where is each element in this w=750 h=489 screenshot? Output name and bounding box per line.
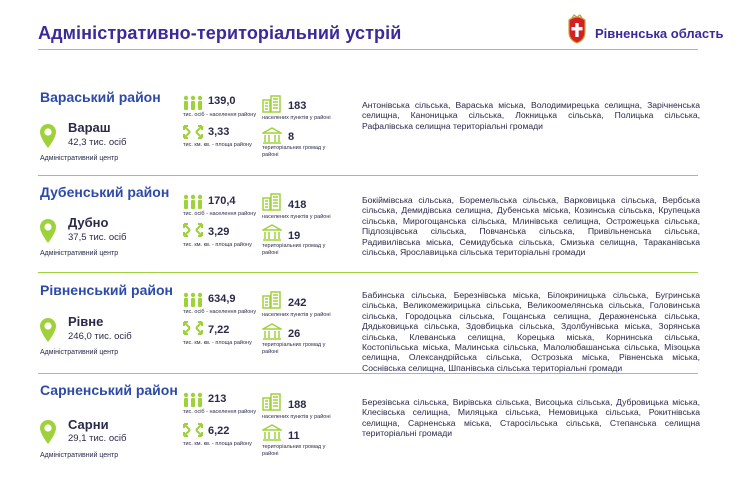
coat-of-arms-icon xyxy=(566,14,588,44)
center-name: Вараш xyxy=(68,120,111,135)
town-hall-icon xyxy=(262,224,282,242)
settlements-caption: населених пунктів у районі xyxy=(262,312,331,318)
population-caption: тис. осіб - населення району xyxy=(183,409,257,415)
hromady-caption: територіальних громад у районі xyxy=(262,342,326,355)
settlements-caption: населених пунктів у районі xyxy=(262,115,331,121)
center-name: Сарни xyxy=(68,417,109,432)
district-name: Рівненський район xyxy=(40,282,173,298)
population-caption: тис. осіб - населення району xyxy=(183,112,257,118)
settlements-value: 418 xyxy=(288,199,307,211)
people-icon xyxy=(182,194,204,210)
admin-center-label: Адміністративний центр xyxy=(40,452,119,459)
area-caption: тис. км. кв. - площа району xyxy=(183,441,252,447)
hromady-list: Березівська сільська, Вирівська сільська, Висоцька сільська, Дубровицька міська, Клесівська селищна, Миляцька сільська, Немовицька сільська, Рокитнівська селищна, Сарненська міська, Старосільська сільська, Степанська селищна територіальні громади xyxy=(362,397,700,439)
map-pin-icon xyxy=(40,420,56,444)
center-population: 37,5 тис. осіб xyxy=(68,232,127,243)
center-name: Рівне xyxy=(68,314,104,329)
population-value: 170,4 xyxy=(208,195,236,207)
section-divider xyxy=(38,175,698,176)
map-pin-icon xyxy=(40,318,56,342)
area-caption: тис. км. кв. - площа району xyxy=(183,242,252,248)
hromady-count-value: 8 xyxy=(288,131,295,143)
area-caption: тис. км. кв. - площа району xyxy=(183,340,252,346)
map-pin-icon xyxy=(40,124,56,148)
buildings-icon xyxy=(262,95,282,113)
section-divider xyxy=(38,373,698,374)
settlements-caption: населених пунктів у районі xyxy=(262,214,331,220)
admin-center-label: Адміністративний центр xyxy=(40,155,119,162)
area-arrows-icon xyxy=(182,320,204,336)
population-caption: тис. осіб - населення району xyxy=(183,211,257,217)
section-divider xyxy=(38,272,698,273)
town-hall-icon xyxy=(262,424,282,442)
hromady-count-value: 26 xyxy=(288,328,301,340)
header-divider xyxy=(38,49,698,50)
settlements-value: 183 xyxy=(288,100,307,112)
hromady-count-value: 19 xyxy=(288,230,301,242)
area-caption: тис. км. кв. - площа району xyxy=(183,142,252,148)
hromady-list: Антонівська сільська, Вараська міська, Володимирецька селищна, Зарічненська селищна, Каноницька сільська, Локницька сільська, Полицька сільська, Рафалівська селищна територіальні громади xyxy=(362,100,700,131)
buildings-icon xyxy=(262,193,282,211)
center-population: 29,1 тис. осіб xyxy=(68,433,127,444)
population-caption: тис. осіб - населення району xyxy=(183,309,257,315)
page-title: Адміністративно-територіальний устрій xyxy=(38,23,402,43)
map-pin-icon xyxy=(40,219,56,243)
buildings-icon xyxy=(262,393,282,411)
area-value: 3,29 xyxy=(208,226,230,238)
district-name: Сарненський район xyxy=(40,382,178,398)
people-icon xyxy=(182,95,204,111)
buildings-icon xyxy=(262,291,282,309)
population-value: 213 xyxy=(208,393,227,405)
admin-center-label: Адміністративний центр xyxy=(40,250,119,257)
area-value: 3,33 xyxy=(208,126,230,138)
settlements-caption: населених пунктів у районі xyxy=(262,414,331,420)
area-value: 6,22 xyxy=(208,425,230,437)
settlements-value: 242 xyxy=(288,297,307,309)
center-population: 42,3 тис. осіб xyxy=(68,137,127,148)
area-arrows-icon xyxy=(182,222,204,238)
people-icon xyxy=(182,392,204,408)
district-name: Дубенський район xyxy=(40,184,170,200)
area-arrows-icon xyxy=(182,124,204,140)
population-value: 139,0 xyxy=(208,95,236,107)
region-name: Рівненська область xyxy=(595,26,724,41)
population-value: 634,9 xyxy=(208,293,236,305)
center-name: Дубно xyxy=(68,215,109,230)
settlements-value: 188 xyxy=(288,399,307,411)
hromady-list: Бабинська сільська, Березнівська міська, Білокриницька сільська, Бугринська сільська, Великомежирицька сільська, Великоомелянська сільська, Головинська сільська, Городоцька сільська, Гощанська селищна, Деражненська сільська, Дядьковицька сільська, Здовбицька сільська, Здолбунівська міська, Зорянська сільська, Клеванська селищна, Корецька міська, Корнинська сільська, Костопільська міська, Малинська сільська, Малолюбашанська сільська, Мізоцька селищна, Олександрійська сільська, Острозька міська, Рівненська міська, Соснівська селищна, Шпанівська сільська територіальні громади xyxy=(362,290,700,373)
hromady-count-value: 11 xyxy=(288,430,300,442)
hromady-caption: територіальних громад у районі xyxy=(262,444,326,457)
district-name: Вараський район xyxy=(40,89,161,105)
area-value: 7,22 xyxy=(208,324,230,336)
town-hall-icon xyxy=(262,127,282,145)
admin-center-label: Адміністративний центр xyxy=(40,349,119,356)
hromady-list: Бокіймівська сільська, Боремельська сільська, Варковицька сільська, Вербська сільська, Демидівська селищна, Дубенська міська, Козинська сільська, Крупецька сільська, Мирогощанська сільська, Млинівська селищна, Острожецька сільська, Підлозцівська сільська, Повчанська сільська, Привільненська сільська, Радивилівська міська, Семидубська сільська, Смизька селищна, Тараканівська сільська, Ярославицька сільська територіальні громади xyxy=(362,195,700,258)
area-arrows-icon xyxy=(182,422,204,438)
town-hall-icon xyxy=(262,323,282,341)
hromady-caption: територіальних громад у районі xyxy=(262,243,326,256)
people-icon xyxy=(182,292,204,308)
center-population: 246,0 тис. осіб xyxy=(68,331,132,342)
hromady-caption: територіальних громад у районі xyxy=(262,145,326,158)
